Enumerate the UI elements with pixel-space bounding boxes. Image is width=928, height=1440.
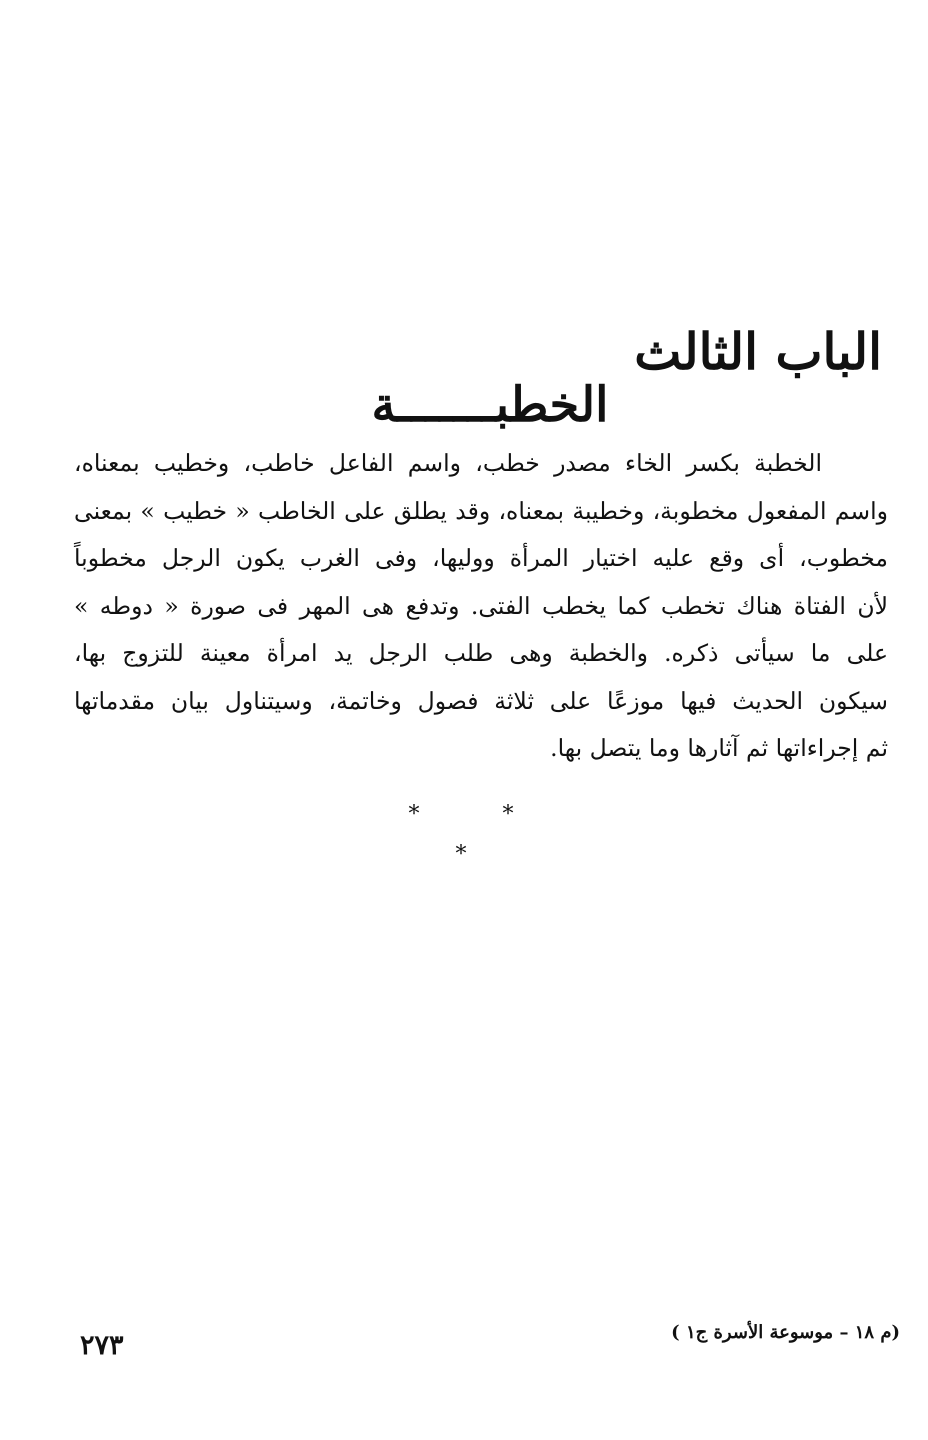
body-line: على ما سيأتى ذكره. والخطبة وهى طلب الرجل يد امرأة معينة للتزوج بها،: [74, 639, 888, 667]
body-paragraph: [74, 440, 888, 773]
footer-note: (م ١٨ – موسوعة الأسرة ج١ ): [671, 1322, 900, 1343]
body-line: سيكون الحديث فيها موزعًا على ثلاثة فصول وخاتمة، وسيتناول بيان مقدماتها: [74, 686, 888, 715]
body-line: ثم إجراءاتها ثم آثارها وما يتصل بها.: [550, 734, 888, 762]
body-line: الخطبة بكسر الخاء مصدر خطب، واسم الفاعل خاطب، وخطيب بمعناه،: [74, 449, 822, 477]
section-divider: * * *: [408, 802, 552, 867]
body-line: لأن الفتاة هناك تخطب كما يخطب الفتى. وتدفع هى المهر فى صورة « دوطه »: [74, 591, 888, 620]
body-line: واسم المفعول مخطوبة، وخطيبة بمعناه، وقد يطلق على الخاطب « خطيب » بمعنى: [74, 496, 888, 525]
chapter-heading: الباب الثالث: [634, 322, 882, 381]
page-number: ٢٧٣: [80, 1330, 124, 1361]
chapter-title: الخطبـــــــة: [371, 377, 609, 433]
body-line: مخطوب، أى وقع عليه اختيار المرأة ووليها، وفى الغرب يكون الرجل مخطوباً: [74, 544, 888, 572]
